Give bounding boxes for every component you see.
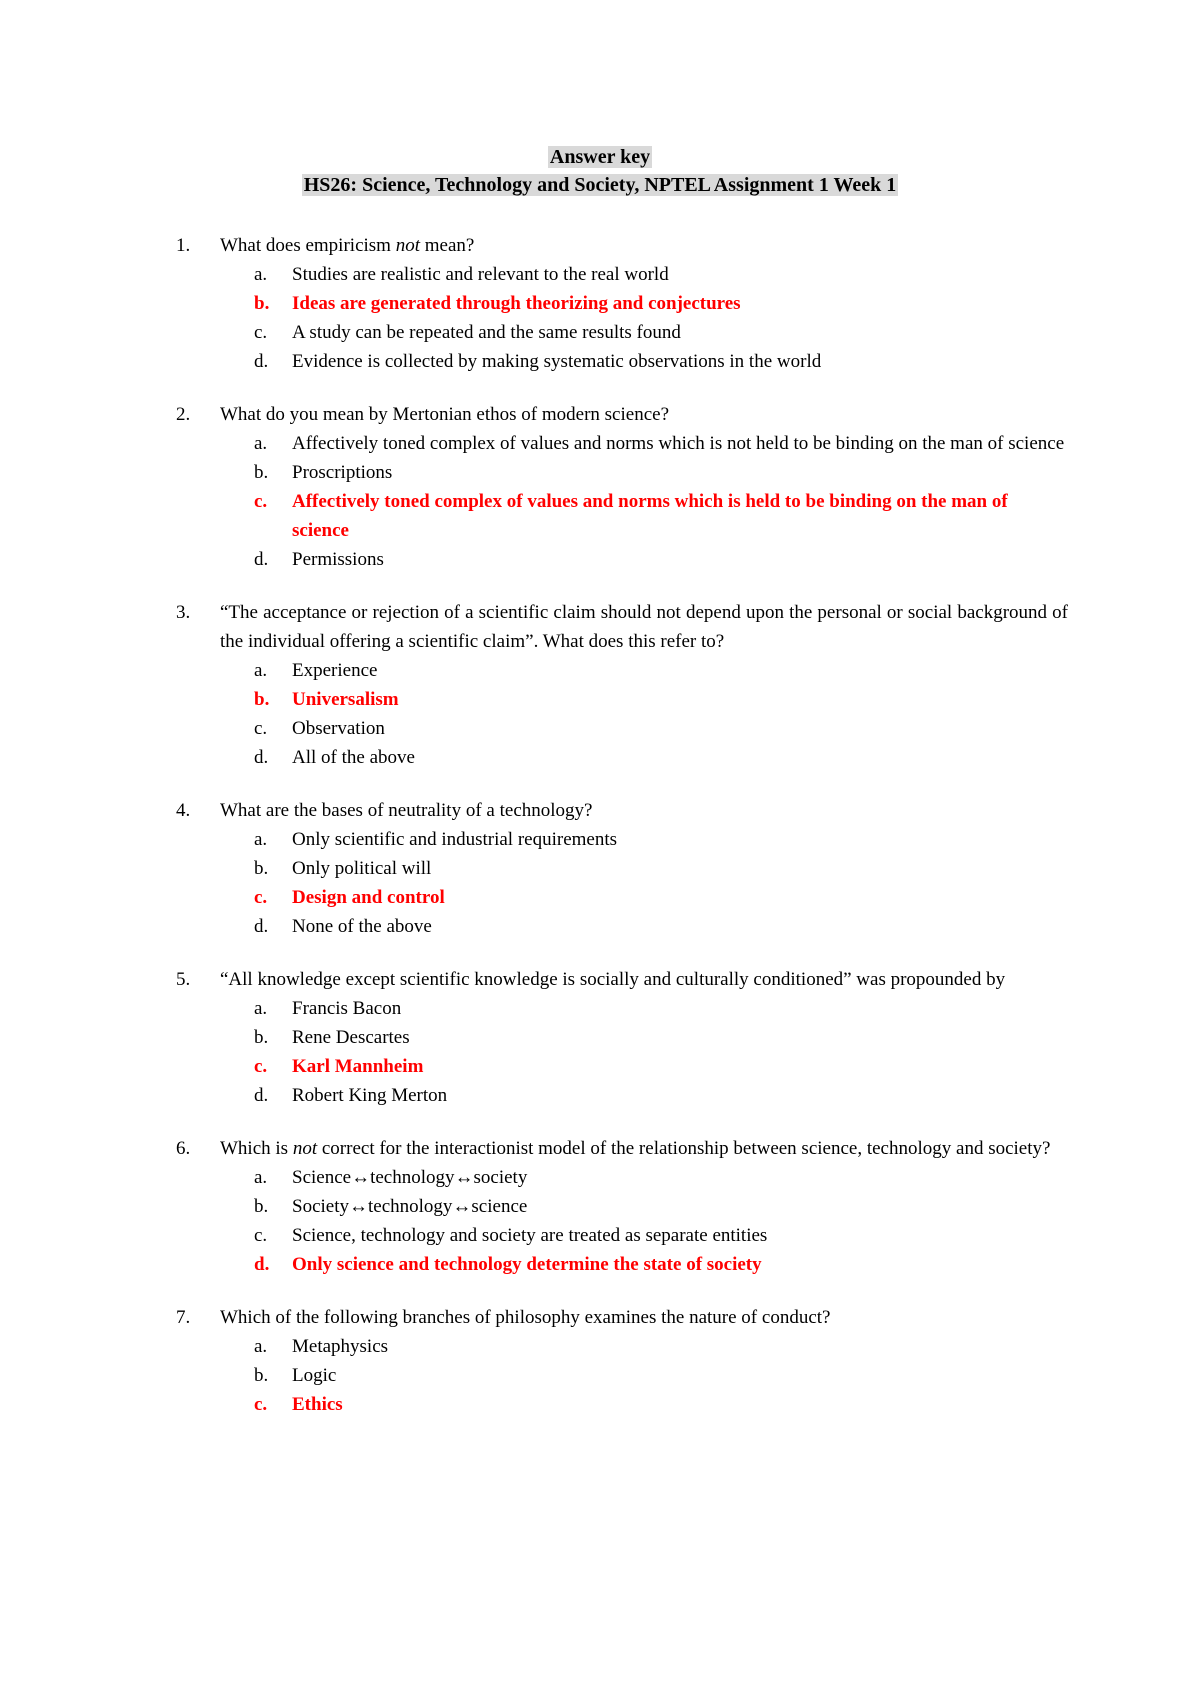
answer-option bbox=[176, 260, 1068, 289]
option-letter: a. bbox=[254, 660, 268, 681]
option-letter: b. bbox=[254, 858, 269, 879]
question-list bbox=[176, 231, 1068, 1443]
question-emphasis: not bbox=[292, 1138, 318, 1159]
option-text: Society↔technology↔science bbox=[292, 1196, 528, 1217]
option-letter: d. bbox=[254, 1085, 269, 1106]
question-stem bbox=[176, 400, 1068, 429]
answer-option bbox=[176, 347, 1068, 376]
option-letter: b. bbox=[254, 1027, 269, 1048]
option-letter: d. bbox=[254, 351, 269, 372]
question-text: What do you mean by Mertonian ethos of modern science? bbox=[220, 404, 669, 425]
question-item bbox=[176, 598, 1068, 772]
option-text: A study can be repeated and the same results found bbox=[292, 322, 681, 343]
question-stem bbox=[176, 1303, 1068, 1332]
option-list bbox=[176, 1163, 1068, 1279]
option-letter: b. bbox=[254, 462, 269, 483]
question-item bbox=[176, 965, 1068, 1110]
question-stem bbox=[176, 1134, 1068, 1163]
question-text: Which is bbox=[220, 1138, 293, 1159]
option-text: Only scientific and industrial requirements bbox=[292, 829, 618, 850]
question-stem bbox=[176, 598, 1068, 656]
question-text: “The acceptance or rejection of a scientific claim should not depend upon the personal or social background of the individual offering a scientific claim”. What does this refer to? bbox=[220, 602, 1068, 652]
answer-option bbox=[176, 825, 1068, 854]
option-text: Design and control bbox=[292, 887, 445, 908]
option-letter: c. bbox=[254, 1225, 268, 1246]
question-item bbox=[176, 400, 1068, 574]
answer-option bbox=[176, 994, 1068, 1023]
option-letter: d. bbox=[254, 747, 269, 768]
answer-option bbox=[176, 1361, 1068, 1390]
answer-option bbox=[176, 545, 1068, 574]
question-number: 2. bbox=[176, 404, 191, 425]
option-text: Studies are realistic and relevant to the real world bbox=[292, 264, 669, 285]
option-letter: d. bbox=[254, 549, 269, 570]
option-text: Metaphysics bbox=[292, 1336, 389, 1357]
option-text: Rene Descartes bbox=[292, 1027, 410, 1048]
answer-option bbox=[176, 854, 1068, 883]
option-text: Affectively toned complex of values and norms which is not held to be binding on the man of science bbox=[292, 433, 1065, 454]
option-letter: d. bbox=[254, 916, 269, 937]
correct-answer-option bbox=[176, 1052, 1068, 1081]
option-letter: c. bbox=[254, 1056, 268, 1077]
answer-option bbox=[176, 912, 1068, 941]
option-text: Experience bbox=[292, 660, 378, 681]
question-stem bbox=[176, 231, 1068, 260]
question-stem bbox=[176, 965, 1068, 994]
option-list bbox=[176, 825, 1068, 941]
correct-answer-option bbox=[176, 1390, 1068, 1419]
option-text: Robert King Merton bbox=[292, 1085, 448, 1106]
option-letter: b. bbox=[254, 1365, 269, 1386]
option-letter: c. bbox=[254, 718, 268, 739]
correct-answer-option bbox=[176, 487, 1068, 545]
question-text: Which of the following branches of philosophy examines the nature of conduct? bbox=[220, 1307, 831, 1328]
option-text: None of the above bbox=[292, 916, 432, 937]
answer-key-title: Answer key bbox=[549, 146, 651, 168]
question-text: “All knowledge except scientific knowledge is socially and culturally conditioned” was propounded by bbox=[220, 969, 1006, 990]
option-text: Only political will bbox=[292, 858, 432, 879]
option-letter: b. bbox=[254, 293, 270, 314]
question-stem bbox=[176, 796, 1068, 825]
correct-answer-option bbox=[176, 685, 1068, 714]
option-text: Only science and technology determine the state of society bbox=[292, 1254, 762, 1275]
answer-option bbox=[176, 1081, 1068, 1110]
option-letter: d. bbox=[254, 1254, 270, 1275]
option-list bbox=[176, 1332, 1068, 1419]
option-list bbox=[176, 656, 1068, 772]
answer-option bbox=[176, 1332, 1068, 1361]
option-list bbox=[176, 429, 1068, 574]
answer-option bbox=[176, 743, 1068, 772]
question-number: 3. bbox=[176, 602, 191, 623]
option-text: Evidence is collected by making systematic observations in the world bbox=[292, 351, 822, 372]
question-number: 7. bbox=[176, 1307, 191, 1328]
option-text: All of the above bbox=[292, 747, 415, 768]
correct-answer-option bbox=[176, 1250, 1068, 1279]
option-letter: b. bbox=[254, 1196, 269, 1217]
question-item bbox=[176, 1303, 1068, 1419]
question-item bbox=[176, 796, 1068, 941]
option-text: Science, technology and society are treated as separate entities bbox=[292, 1225, 768, 1246]
question-number: 4. bbox=[176, 800, 191, 821]
question-text-continued: correct for the interactionist model of the relationship between science, technology and society? bbox=[317, 1138, 1051, 1159]
answer-option bbox=[176, 318, 1068, 347]
answer-option bbox=[176, 1192, 1068, 1221]
answer-option bbox=[176, 1023, 1068, 1052]
option-letter: c. bbox=[254, 322, 268, 343]
option-list bbox=[176, 994, 1068, 1110]
answer-option bbox=[176, 429, 1068, 458]
answer-option bbox=[176, 1221, 1068, 1250]
correct-answer-option bbox=[176, 289, 1068, 318]
option-text: Universalism bbox=[292, 689, 399, 710]
option-letter: b. bbox=[254, 689, 270, 710]
question-item bbox=[176, 1134, 1068, 1279]
answer-option bbox=[176, 1163, 1068, 1192]
course-assignment-title: HS26: Science, Technology and Society, NPTEL Assignment 1 Week 1 bbox=[303, 174, 897, 196]
answer-option bbox=[176, 656, 1068, 685]
question-number: 6. bbox=[176, 1138, 191, 1159]
option-text: Permissions bbox=[292, 549, 384, 570]
option-text: Logic bbox=[292, 1365, 337, 1386]
option-letter: a. bbox=[254, 829, 268, 850]
option-text: Observation bbox=[292, 718, 385, 739]
option-text: Affectively toned complex of values and norms which is held to be binding on the man of science bbox=[292, 491, 1008, 541]
question-text: What are the bases of neutrality of a technology? bbox=[220, 800, 593, 821]
question-text: What does empiricism bbox=[220, 235, 396, 256]
correct-answer-option bbox=[176, 883, 1068, 912]
option-text: Francis Bacon bbox=[292, 998, 402, 1019]
option-letter: c. bbox=[254, 1394, 268, 1415]
option-text: Ethics bbox=[292, 1394, 343, 1415]
option-text: Ideas are generated through theorizing and conjectures bbox=[292, 293, 741, 314]
option-letter: a. bbox=[254, 1336, 268, 1357]
answer-option bbox=[176, 714, 1068, 743]
option-text: Science↔technology↔society bbox=[292, 1167, 528, 1188]
question-item bbox=[176, 231, 1068, 376]
question-text-continued: mean? bbox=[420, 235, 475, 256]
option-letter: a. bbox=[254, 433, 268, 454]
question-emphasis: not bbox=[395, 235, 420, 256]
option-letter: a. bbox=[254, 998, 268, 1019]
option-text: Karl Mannheim bbox=[292, 1056, 424, 1077]
option-list bbox=[176, 260, 1068, 376]
option-letter: c. bbox=[254, 491, 268, 512]
question-number: 5. bbox=[176, 969, 191, 990]
option-letter: a. bbox=[254, 264, 268, 285]
document-header bbox=[0, 143, 1200, 199]
question-number: 1. bbox=[176, 235, 191, 256]
answer-option bbox=[176, 458, 1068, 487]
option-letter: a. bbox=[254, 1167, 268, 1188]
option-letter: c. bbox=[254, 887, 268, 908]
option-text: Proscriptions bbox=[292, 462, 393, 483]
